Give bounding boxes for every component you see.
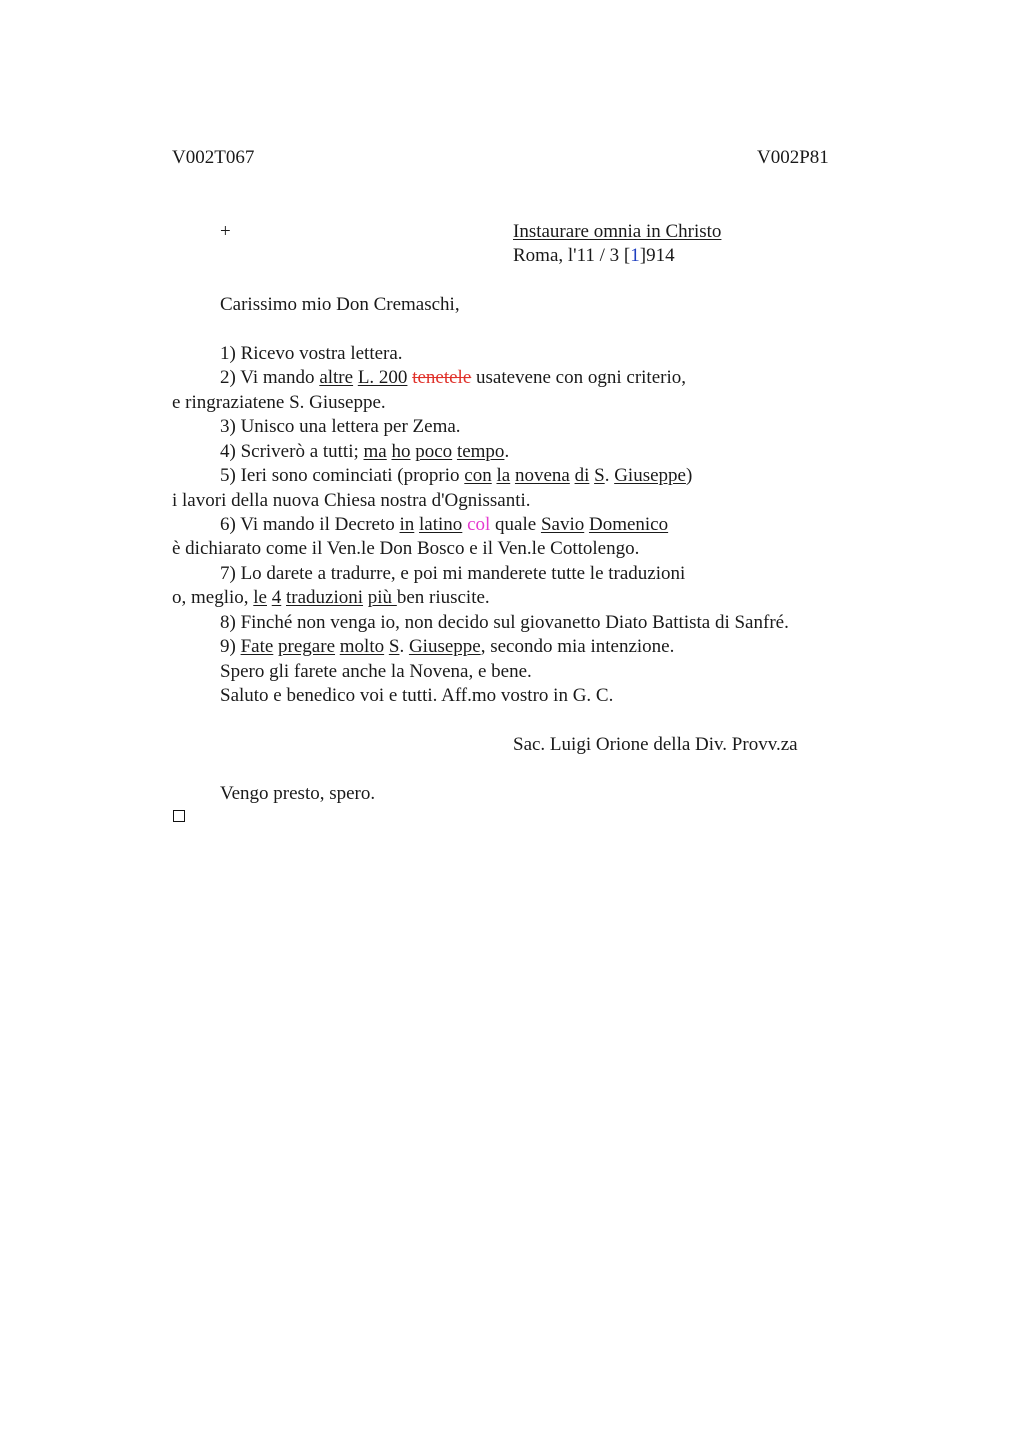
item-9	[220, 635, 674, 659]
item-2-text: 2) Vi mando	[220, 367, 320, 388]
date-suffix: ]914	[639, 245, 675, 266]
closing-line-2: Saluto e benedico voi e tutti. Aff.mo vostro in G. C.	[220, 685, 614, 706]
item-5-dot: .	[604, 465, 615, 486]
item-5-underlined: novena	[514, 465, 570, 486]
item-5-underlined: S	[594, 465, 605, 486]
cross-mark: +	[220, 221, 231, 242]
item-9-text-end: , secondo mia intenzione.	[480, 636, 675, 657]
item-4-underlined: tempo	[456, 441, 505, 462]
date-line	[513, 244, 675, 268]
item-5	[220, 464, 692, 488]
item-5-underlined: di	[574, 465, 590, 486]
date-inserted-digit: 1	[630, 245, 640, 266]
item-9-underlined: Fate	[240, 636, 274, 657]
item-7-underlined: le	[253, 587, 267, 608]
item-4-text: 4) Scriverò a tutti;	[220, 441, 364, 462]
item-5-continuation: i lavori della nuova Chiesa nostra d'Ognissanti.	[172, 490, 531, 511]
item-2-text-end: usatevene con ogni criterio,	[471, 367, 686, 388]
item-5-underlined: la	[496, 465, 511, 486]
item-6-continuation: è dichiarato come il Ven.le Don Bosco e il Ven.le Cottolengo.	[172, 538, 640, 559]
item-3: 3) Unisco una lettera per Zema.	[220, 416, 461, 437]
item-7-underlined: traduzioni	[286, 587, 364, 608]
item-6-underlined: Savio	[540, 514, 585, 535]
item-4-underlined: ma	[363, 441, 387, 462]
item-2	[220, 366, 686, 390]
signature: Sac. Luigi Orione della Div. Provv.za	[513, 734, 798, 755]
item-9-text: 9)	[220, 636, 241, 657]
item-4-underlined: ho	[391, 441, 411, 462]
item-6-underlined: latino	[419, 514, 463, 535]
item-6-underlined: Domenico	[588, 514, 669, 535]
item-4-underlined: poco	[415, 441, 453, 462]
item-7-text-end: ben riuscite.	[396, 587, 490, 608]
item-8: 8) Finché non venga io, non decido sul giovanetto Diato Battista di Sanfré.	[220, 612, 789, 633]
item-7-underlined: più	[367, 587, 397, 608]
item-5-text: 5) Ieri sono cominciati (proprio	[220, 465, 465, 486]
item-6-text: 6) Vi mando il Decreto	[220, 514, 400, 535]
item-5-underlined: con	[464, 465, 492, 486]
item-2-underlined: altre	[319, 367, 354, 388]
item-9-underlined: S	[388, 636, 400, 657]
item-6-highlighted-word: col	[467, 514, 491, 535]
item-2-amount: L. 200	[357, 367, 408, 388]
salutation: Carissimo mio Don Cremaschi,	[220, 294, 460, 315]
item-7-text: o, meglio,	[172, 587, 254, 608]
end-box-marker	[173, 810, 185, 822]
date-prefix: Roma, l'11 / 3 [	[513, 245, 631, 266]
item-5-text-end: )	[685, 465, 693, 486]
item-7: 7) Lo darete a tradurre, e poi mi manderete tutte le traduzioni	[220, 563, 686, 584]
postscript: Vengo presto, spero.	[220, 783, 376, 804]
closing-line-1: Spero gli farete anche la Novena, e bene.	[220, 661, 532, 682]
item-2-deleted-word: tenetele	[412, 367, 472, 388]
item-9-underlined: pregare	[278, 636, 336, 657]
item-9-dot: .	[399, 636, 409, 657]
document-code-left: V002T067	[172, 147, 255, 168]
item-4-text-end: .	[504, 441, 510, 462]
motto: Instaurare omnia in Christo	[513, 221, 722, 242]
item-6-text-mid: quale	[490, 514, 541, 535]
item-6-underlined: in	[399, 514, 415, 535]
item-1: 1) Ricevo vostra lettera.	[220, 343, 403, 364]
item-7-continuation	[172, 586, 490, 610]
item-6	[220, 513, 668, 537]
item-5-underlined: Giuseppe	[614, 465, 686, 486]
item-4	[220, 440, 509, 464]
item-9-underlined: Giuseppe	[408, 636, 481, 657]
item-9-underlined: molto	[339, 636, 385, 657]
item-7-underlined: 4	[271, 587, 282, 608]
item-2-continuation: e ringraziatene S. Giuseppe.	[172, 392, 386, 413]
page-code-right: V002P81	[757, 147, 829, 168]
